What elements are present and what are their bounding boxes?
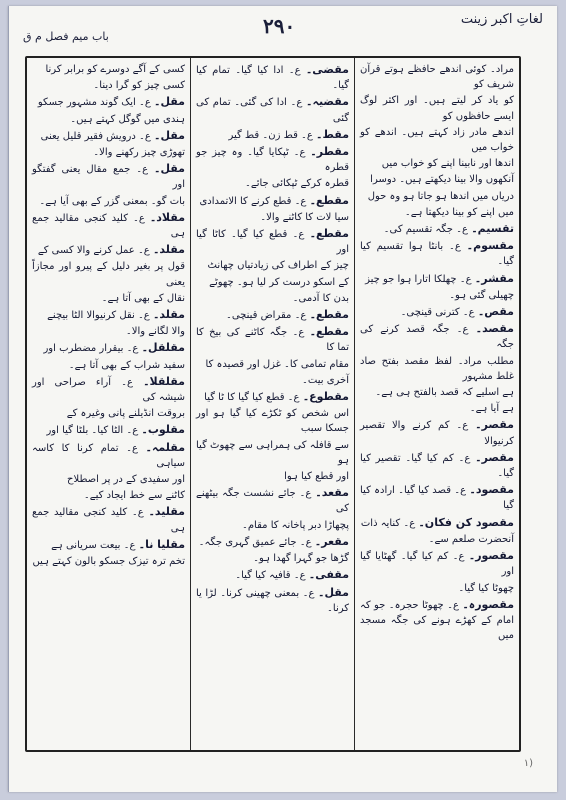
entry-headword: مقضی۔ bbox=[305, 63, 349, 76]
dictionary-entry bbox=[32, 440, 185, 471]
entry-headword: مقلقلا۔ bbox=[143, 374, 185, 388]
dictionary-entry bbox=[360, 321, 514, 352]
dictionary-entry bbox=[32, 291, 185, 306]
dictionary-entry bbox=[196, 469, 349, 484]
entry-headword: مقطوع۔ bbox=[302, 390, 349, 404]
dictionary-entry bbox=[196, 307, 349, 323]
entry-definition: ع۔ جگہ قصد کرنے کی جگہ bbox=[360, 324, 514, 351]
dictionary-entry bbox=[32, 554, 185, 569]
dictionary-entry bbox=[196, 585, 349, 616]
entry-definition: ع۔ جمع مقال یعنی گفتگو اور bbox=[32, 164, 185, 191]
dictionary-entry bbox=[196, 534, 349, 550]
entry-definition: بروقت انڈیلنے پانی وغیرہ کے bbox=[66, 408, 185, 420]
entry-headword: مقلقل۔ bbox=[141, 341, 185, 355]
entry-definition: ہے اسلیے کہ قصد بالفتح ہی ہے۔ bbox=[375, 387, 514, 399]
dictionary-entry bbox=[360, 581, 514, 596]
book-page bbox=[8, 6, 557, 792]
dictionary-entry bbox=[360, 385, 514, 400]
dictionary-entry bbox=[360, 482, 514, 513]
dictionary-entry bbox=[32, 78, 185, 93]
page-header bbox=[9, 6, 557, 50]
dictionary-entry bbox=[32, 161, 185, 192]
entry-definition: ع۔ چھوٹا حجرہ۔ جو کہ امام کے کھڑے ہونے کی جگہ مسجد میں bbox=[360, 599, 514, 642]
entry-definition: ع۔ کم کیا گیا۔ تقصیر کیا گیا۔ bbox=[360, 452, 514, 480]
dictionary-entry bbox=[360, 62, 514, 92]
entry-definition: ع۔ جائے نشست جگہ بیٹھنے کی bbox=[196, 488, 349, 515]
dictionary-entry bbox=[196, 127, 349, 143]
dictionary-entry bbox=[360, 304, 514, 320]
dictionary-entry bbox=[196, 226, 349, 257]
entry-definition: ع۔ کنایہ ذات bbox=[360, 517, 416, 529]
dictionary-entry bbox=[32, 374, 185, 405]
entry-definition: اور سفیدی کے در پر اصطلاح bbox=[67, 474, 185, 486]
entry-headword: مقلاد۔ bbox=[149, 210, 185, 224]
entry-definition: ع۔ ایک گوند مشہور جسکو bbox=[37, 97, 151, 109]
dictionary-entry bbox=[196, 324, 349, 355]
entry-headword: مقل۔ bbox=[154, 128, 185, 142]
entry-headword: مقطع۔ bbox=[309, 227, 349, 241]
dictionary-entry bbox=[32, 422, 185, 438]
entry-definition: ع۔ کم کیا گیا۔ گھٹایا گیا اور bbox=[360, 551, 514, 578]
entry-definition: آنکھوں والا بینا دیکھتے ہیں۔ دوسرا bbox=[370, 174, 514, 186]
entry-definition: کسی چیز کو گرا دینا۔ bbox=[93, 80, 185, 92]
entry-headword: مقضیہ۔ bbox=[306, 95, 349, 109]
entry-definition: ع۔ جگہ تقسیم کی۔ bbox=[383, 224, 468, 236]
entry-definition: ع۔ کم کرنے والا تقصیر کرنیوالا bbox=[360, 420, 514, 447]
entry-definition: بدن کا آدمی۔ bbox=[292, 292, 349, 304]
entry-definition: ع۔ آراء صراحی اور شیشہ کی bbox=[32, 376, 185, 404]
entry-definition: گڑھا جو گہرا گھدا ہو۔ bbox=[253, 553, 349, 565]
entry-definition: بات گو۔ بمعنی گزر کے بھی آیا ہے۔ bbox=[39, 195, 185, 207]
entry-headword: مقصر۔ bbox=[475, 418, 514, 432]
entry-definition: ع۔ مقراض قینچی۔ bbox=[225, 310, 307, 322]
entry-definition: اس شخص کو ٹکڑے کیا گیا ہو اور جسکا سبب bbox=[196, 408, 349, 435]
entry-headword: مقل۔ bbox=[154, 95, 185, 109]
text-frame bbox=[25, 56, 521, 752]
dictionary-entry bbox=[32, 94, 185, 110]
entry-headword: مقطر۔ bbox=[310, 145, 350, 159]
entry-definition: ع۔ کلید کنجی مقالید جمع ہی bbox=[32, 507, 185, 534]
entry-headword: مقصود۔ bbox=[469, 483, 514, 497]
dictionary-entry bbox=[360, 156, 514, 171]
dictionary-entry bbox=[360, 401, 514, 416]
entry-headword: تقسیم۔ bbox=[471, 222, 514, 236]
entry-definition: کاٹنے سے خط ایجاد کیے۔ bbox=[83, 490, 185, 502]
entry-definition: ہے آیا ہے۔ bbox=[469, 403, 514, 415]
entry-headword: مقطع۔ bbox=[309, 308, 349, 322]
entry-headword: مقل۔ bbox=[318, 585, 349, 599]
dictionary-entry bbox=[360, 125, 514, 155]
entry-headword: مقلیا نا۔ bbox=[138, 537, 185, 551]
entry-definition: تخم ترہ تیزک جسکو بالون کہتے ہیں bbox=[32, 556, 185, 568]
dictionary-entry bbox=[32, 324, 185, 339]
dictionary-entry bbox=[32, 358, 185, 373]
entry-definition: سے قافلہ کی ہمراہی سے چھوٹ گیا ہو bbox=[196, 439, 349, 466]
entry-definition: کسی کے آگے دوسرے کو برابر کرنا bbox=[45, 64, 185, 75]
entry-definition: آنحضرت صلعم سے۔ bbox=[428, 533, 514, 545]
entry-definition: ع۔ قافیہ کیا گیا۔ bbox=[235, 570, 306, 582]
dictionary-entry bbox=[196, 94, 349, 125]
entry-headword: مقصور۔ bbox=[468, 549, 514, 563]
margin-mark: ۱) bbox=[523, 758, 533, 769]
dictionary-entry bbox=[32, 488, 185, 503]
book-title: لغاتِ اکبر زینت bbox=[460, 12, 543, 27]
entry-definition: ع۔ جگہ کاٹنے کی بیخ کا تما کا bbox=[196, 327, 349, 354]
entry-definition: والا لگانے والا۔ bbox=[125, 326, 185, 338]
entry-definition: چھوٹا کیا گیا۔ bbox=[458, 582, 514, 594]
dictionary-entry bbox=[32, 242, 185, 258]
entry-definition: اندھے مادر زاد کہتے ہیں۔ اندھے کو خواب میں bbox=[360, 126, 514, 154]
dictionary-entry bbox=[360, 271, 514, 287]
entry-headword: مقسوم۔ bbox=[466, 239, 514, 253]
entry-definition: چیز کے اطراف کی زیادتیاں چھانٹ bbox=[207, 260, 349, 272]
entry-definition: ع۔ قط زن۔ قط گیر bbox=[228, 129, 313, 141]
entry-headword: مقلد۔ bbox=[152, 308, 185, 322]
dictionary-entry bbox=[196, 193, 349, 209]
entry-definition: مقام تمامی کا۔ غزل اور قصیدہ کا bbox=[205, 358, 349, 370]
entry-definition: اور قطع کیا ہوا bbox=[284, 471, 349, 483]
entry-headword: مقصد۔ bbox=[475, 322, 514, 336]
entry-definition: دریاں میں اندھا ہو جاتا ہو وہ حول bbox=[367, 190, 514, 202]
entry-definition: ع۔ الٹا کیا۔ بلٹا گیا اور bbox=[46, 425, 139, 437]
dictionary-entry bbox=[196, 210, 349, 225]
entry-definition: ہندی میں گوگل کہتے ہیں۔ bbox=[70, 113, 185, 125]
dictionary-entry bbox=[196, 291, 349, 306]
entry-headword: مقشر۔ bbox=[474, 271, 514, 285]
dictionary-entry bbox=[32, 307, 185, 323]
entry-definition: ع۔ درویش فقیر قلیل یعنی bbox=[40, 130, 151, 142]
entry-definition: ع۔ چھلکا اتارا ہوا جو چیز bbox=[365, 273, 472, 285]
entry-headword: مقل۔ bbox=[154, 162, 185, 176]
dictionary-entry bbox=[196, 389, 349, 405]
dictionary-entry bbox=[196, 438, 349, 468]
entry-definition: قول پر بغیر دلیل کے پیرو اور مجازاً یعنی bbox=[32, 261, 185, 288]
dictionary-entry bbox=[32, 194, 185, 209]
entry-headword: مقصود کن فکان۔ bbox=[418, 515, 514, 529]
dictionary-entry bbox=[360, 93, 514, 123]
dictionary-entry bbox=[32, 128, 185, 144]
dictionary-entry bbox=[360, 597, 514, 644]
dictionary-entry bbox=[32, 145, 185, 160]
entry-definition: میں اپنے کو بینا دیکھتا ہے۔ bbox=[404, 206, 514, 218]
entry-definition: اندھا اور نابینا اپنے کو خواب میں bbox=[381, 158, 514, 170]
dictionary-entry bbox=[32, 472, 185, 487]
dictionary-entry bbox=[196, 357, 349, 372]
dictionary-entry bbox=[196, 275, 349, 290]
dictionary-entry bbox=[32, 112, 185, 127]
entry-headword: مقص۔ bbox=[477, 305, 514, 319]
entry-headword: مقصر۔ bbox=[475, 450, 514, 464]
column-right bbox=[355, 58, 519, 750]
dictionary-entry bbox=[360, 205, 514, 220]
dictionary-entry bbox=[196, 406, 349, 436]
dictionary-entry bbox=[360, 172, 514, 187]
entry-headword: مقطع۔ bbox=[309, 325, 349, 339]
dictionary-entry bbox=[360, 548, 514, 579]
entry-definition: قطرہ کرکے ٹپکائی جائے۔ bbox=[244, 178, 349, 190]
entry-definition: ع۔ نقل کرنیوالا الٹا بیچنے bbox=[47, 310, 150, 322]
dictionary-entry bbox=[360, 417, 514, 448]
entry-definition: ع۔ ٹپکایا گیا۔ وہ چیز جو قطرہ bbox=[196, 147, 349, 174]
dictionary-entry bbox=[196, 373, 349, 388]
column-left bbox=[27, 58, 191, 750]
entry-definition: ع۔ عمل کرنے والا کسی کے bbox=[37, 245, 150, 257]
dictionary-entry bbox=[196, 518, 349, 533]
entry-definition: ع۔ قطع کیا گیا کا ٹا گیا bbox=[204, 392, 300, 404]
entry-definition: نقال کے بھی آتا ہے۔ bbox=[101, 292, 185, 304]
dictionary-entry bbox=[196, 176, 349, 191]
dictionary-entry bbox=[196, 485, 349, 516]
dictionary-entry bbox=[360, 515, 514, 531]
entry-definition: ع۔ قطع کیا گیا۔ کاٹا گیا اور bbox=[196, 229, 349, 256]
entry-definition: ع۔ قصد کیا گیا۔ ارادہ کیا گیا bbox=[360, 485, 514, 512]
dictionary-entry bbox=[32, 259, 185, 289]
dictionary-entry bbox=[32, 62, 185, 77]
entry-definition: ع۔ ادا کیا گیا۔ تمام کیا گیا۔ bbox=[196, 65, 349, 92]
entry-definition: ع۔ بیقرار مضطرب اور bbox=[43, 343, 139, 355]
dictionary-entry bbox=[196, 551, 349, 566]
section-title: باب میم فصل م ق bbox=[23, 30, 109, 43]
entry-definition: ع۔ تمام کرنا کا کاسہ سیاہی bbox=[32, 442, 185, 469]
dictionary-entry bbox=[32, 210, 185, 241]
entry-headword: مقصورہ۔ bbox=[462, 597, 514, 611]
entry-definition: آخری بیت۔ bbox=[302, 374, 349, 386]
entry-definition: ع۔ ادا کی گئی۔ تمام کی گئی bbox=[196, 97, 349, 124]
dictionary-entry bbox=[32, 504, 185, 535]
entry-definition: ع۔ بیعت سریانی ہے bbox=[51, 539, 136, 551]
entry-definition: مراد۔ کوئی اندھے حافظے ہوتے قرآن شریف کو bbox=[360, 64, 514, 91]
dictionary-entry bbox=[196, 567, 349, 583]
dictionary-entry bbox=[360, 189, 514, 204]
dictionary-entry bbox=[196, 62, 349, 93]
column-middle bbox=[191, 58, 355, 750]
dictionary-entry bbox=[196, 258, 349, 273]
entry-definition: ع۔ قطع کرنے کا الاتمدادی bbox=[199, 195, 307, 207]
entry-headword: مقفی۔ bbox=[308, 568, 349, 582]
dictionary-entry bbox=[360, 532, 514, 547]
entry-definition: پچھاڑا دبر پاخانہ کا مقام۔ bbox=[242, 519, 349, 531]
entry-definition: سیا لات کا کاٹنے والا۔ bbox=[260, 211, 349, 223]
page-number: ۲۹۰ bbox=[263, 14, 296, 38]
entry-headword: مقلد۔ bbox=[152, 243, 185, 257]
entry-headword: مقلمہ۔ bbox=[145, 440, 185, 454]
entry-definition: ع۔ جائے عمیق گہری جگہ۔ bbox=[198, 536, 312, 548]
dictionary-entry bbox=[32, 406, 185, 421]
entry-headword: مقطع۔ bbox=[309, 193, 349, 207]
dictionary-entry bbox=[360, 354, 514, 384]
entry-headword: مقط۔ bbox=[316, 127, 349, 141]
entry-headword: مقلید۔ bbox=[148, 505, 185, 519]
entry-definition: کو یاد کر لیتے ہیں۔ اور اکثر لوگ ایسے حافظوں کو bbox=[360, 95, 514, 122]
dictionary-entry bbox=[196, 144, 349, 175]
entry-headword: مقعد۔ bbox=[315, 486, 349, 500]
entry-definition: تھوڑی چیز رکھنے والا۔ bbox=[93, 147, 185, 159]
entry-definition: کے اسکو درست کر لیا ہو۔ چھوٹے bbox=[209, 276, 349, 288]
entry-definition: چھیلی گئی ہو۔ bbox=[449, 289, 514, 301]
dictionary-entry bbox=[360, 450, 514, 481]
entry-definition: سفید شراب کے بھی آتا ہے۔ bbox=[68, 359, 185, 371]
entry-definition: ع۔ بمعنی چھینی کرنا۔ لڑا یا کرنا۔ bbox=[196, 587, 349, 614]
entry-headword: مقعر۔ bbox=[314, 534, 349, 548]
entry-definition: مطلب مراد۔ لفظ مقصد بفتح صاد غلط مشہور bbox=[360, 355, 514, 382]
dictionary-entry bbox=[360, 238, 514, 269]
dictionary-entry bbox=[32, 340, 185, 356]
entry-definition: ع۔ کلید کنجی مقالید جمع ہی bbox=[32, 212, 185, 240]
entry-definition: ع۔ کترنی قینچی۔ bbox=[400, 307, 475, 319]
entry-definition: ع۔ بانٹا ہوا تقسیم کیا گیا۔ bbox=[360, 241, 514, 268]
entry-headword: مقلوب۔ bbox=[141, 423, 185, 437]
dictionary-entry bbox=[360, 221, 514, 237]
dictionary-entry bbox=[360, 288, 514, 303]
dictionary-entry bbox=[32, 537, 185, 553]
